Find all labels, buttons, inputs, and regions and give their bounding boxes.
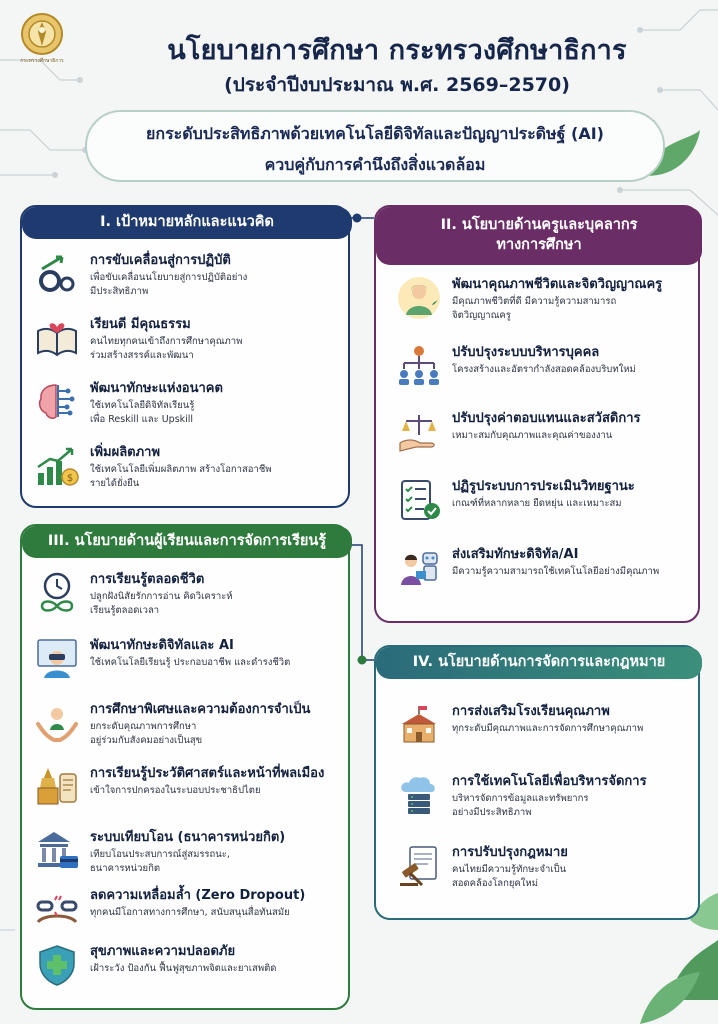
school-building-icon bbox=[396, 702, 442, 748]
svg-text:$: $ bbox=[66, 473, 74, 484]
emblem-icon bbox=[20, 12, 64, 56]
item-desc: สอดคล้องโลกยุคใหม่ bbox=[452, 877, 538, 889]
item-title: ส่งเสริมทักษะดิจิทัล/AI bbox=[452, 547, 579, 562]
clock-infinity-icon bbox=[34, 570, 80, 616]
list-item bbox=[34, 764, 324, 810]
item-desc: เทียบโอนประสบการณ์สู่สมรรถนะ, bbox=[90, 849, 230, 861]
page-subtitle: (ประจำปีงบประมาณ พ.ศ. 2569–2570) bbox=[224, 74, 570, 96]
item-desc: เหมาะสมกับคุณภาพและคุณค่าของงาน bbox=[452, 430, 613, 442]
section-management-title: IV. นโยบายด้านการจัดการและกฎหมาย bbox=[376, 647, 702, 679]
item-desc: เฝ้าระวัง ป้องกัน ฟื้นฟูสุขภาพจิตและยาเสพติด bbox=[90, 963, 277, 975]
checklist-icon bbox=[396, 477, 442, 523]
emblem-caption: กระทรวงศึกษาธิการ bbox=[20, 58, 64, 64]
section-teachers bbox=[374, 205, 700, 623]
hands-child-icon bbox=[34, 700, 80, 746]
list-item bbox=[396, 843, 568, 890]
item-desc: มีคุณภาพชีวิตที่ดี มีความรู้ความสามารถ bbox=[452, 296, 617, 308]
list-item bbox=[396, 343, 636, 389]
item-desc: ทุกคนมีโอกาสทางการศึกษา, สนับสนุนสื่อทันสมัย bbox=[90, 907, 290, 919]
item-title: การขับเคลื่อนสู่การปฏิบัติ bbox=[90, 253, 231, 268]
banner-line-1: ยกระดับประสิทธิภาพด้วยเทคโนโลยีดิจิทัลและปัญญาประดิษฐ์ (AI) bbox=[146, 124, 604, 143]
item-title: การเรียนรู้ตลอดชีวิต bbox=[90, 572, 205, 587]
growth-chart-icon bbox=[34, 443, 80, 489]
list-item bbox=[34, 315, 242, 362]
item-title: การศึกษาพิเศษและความต้องการจำเป็น bbox=[90, 702, 311, 717]
item-desc: โครงสร้างและอัตรากำลังสอดคล้องบริบทใหม่ bbox=[452, 364, 636, 376]
section-teachers-title-line2: ทางการศึกษา bbox=[496, 237, 582, 253]
list-item bbox=[34, 942, 276, 988]
cloud-server-icon bbox=[396, 772, 442, 818]
broken-chain-icon bbox=[34, 886, 80, 932]
list-item bbox=[34, 570, 233, 617]
section-teachers-title-line1: II. นโยบายด้านครูและบุคลากร bbox=[440, 217, 638, 234]
item-desc: ใช้เทคโนโลยีเพิ่มผลิตภาพ สร้างโอกาสอาชีพ bbox=[90, 464, 272, 476]
section-management bbox=[374, 645, 700, 920]
item-title: การใช้เทคโนโลยีเพื่อบริหารจัดการ bbox=[452, 774, 647, 789]
item-title: พัฒนาทักษะแห่งอนาคต bbox=[90, 381, 223, 396]
theme-banner bbox=[85, 110, 665, 182]
item-title: ระบบเทียบโอน (ธนาคารหน่วยกิต) bbox=[90, 830, 286, 845]
item-desc: คนไทยทุกคนเข้าถึงการศึกษาคุณภาพ bbox=[90, 336, 243, 348]
item-desc: ธนาคารหน่วยกิต bbox=[90, 862, 160, 874]
section-learners-title: III. นโยบายด้านผู้เรียนและการจัดการเรียนรู้ bbox=[22, 526, 352, 558]
item-title: เพิ่มผลิตภาพ bbox=[90, 445, 161, 460]
list-item bbox=[34, 828, 285, 875]
list-item bbox=[396, 702, 643, 748]
item-desc: บริหารจัดการข้อมูลและทรัพยากร bbox=[452, 793, 589, 805]
page-title: นโยบายการศึกษา กระทรวงศึกษาธิการ bbox=[167, 35, 627, 66]
item-title: ปฏิรูประบบการประเมินวิทยฐานะ bbox=[452, 479, 635, 494]
list-item bbox=[396, 772, 647, 819]
header bbox=[0, 0, 718, 195]
list-item bbox=[396, 409, 641, 455]
banner-line-2: ควบคู่กับการคำนึงถึงสิ่งแวดล้อม bbox=[264, 155, 486, 174]
section-goals bbox=[20, 205, 350, 508]
list-item bbox=[34, 886, 305, 932]
item-desc: ใช้เทคโนโลยีเรียนรู้ ประกอบอาชีพ และดำรงชีวิต bbox=[90, 657, 291, 669]
item-desc: เพื่อขับเคลื่อนนโยบายสู่การปฏิบัติอย่าง bbox=[90, 272, 248, 284]
temple-scroll-icon bbox=[34, 764, 80, 810]
list-item bbox=[396, 477, 635, 523]
list-item bbox=[34, 700, 310, 747]
item-title: การปรับปรุงกฎหมาย bbox=[452, 845, 568, 860]
item-desc: อยู่ร่วมกับสังคมอย่างเป็นสุข bbox=[90, 734, 203, 746]
book-heart-icon bbox=[34, 315, 80, 361]
item-desc: ปลูกฝังนิสัยรักการอ่าน คิดวิเคราะห์ bbox=[90, 591, 233, 603]
item-desc: ใช้เทคโนโลยีดิจิทัลเรียนรู้ bbox=[90, 400, 195, 412]
org-chart-icon bbox=[396, 343, 442, 389]
list-item bbox=[396, 545, 659, 591]
item-title: พัฒนาคุณภาพชีวิตและจิตวิญญาณครู bbox=[452, 277, 663, 292]
item-desc: ยกระดับคุณภาพการศึกษา bbox=[90, 721, 197, 733]
ministry-emblem bbox=[14, 12, 70, 70]
item-desc: รายได้ยั่งยืน bbox=[90, 477, 140, 489]
gears-arrow-icon bbox=[34, 251, 80, 297]
item-desc: มีความรู้ความสามารถใช้เทคโนโลยีอย่างมีคุณภาพ bbox=[452, 566, 660, 578]
item-title: ลดความเหลื่อมล้ำ (Zero Dropout) bbox=[90, 888, 306, 903]
list-item bbox=[396, 275, 662, 322]
gavel-document-icon bbox=[396, 843, 442, 889]
teacher-icon bbox=[396, 275, 442, 321]
item-desc: จิตวิญญาณครู bbox=[452, 309, 511, 321]
shield-cross-icon bbox=[34, 942, 80, 988]
item-title: เรียนดี มีคุณธรรม bbox=[90, 317, 191, 332]
list-item bbox=[34, 636, 290, 682]
item-desc: ร่วมสร้างสรรค์และพัฒนา bbox=[90, 349, 194, 361]
brain-circuit-icon bbox=[34, 379, 80, 425]
section-teachers-title bbox=[376, 207, 702, 265]
bank-card-icon bbox=[34, 828, 80, 874]
item-desc: คนไทยมีความรู้ทักษะจำเป็น bbox=[452, 864, 567, 876]
item-desc: เข้าใจการปกครองในระบอบประชาธิปไตย bbox=[90, 785, 261, 797]
item-desc: เรียนรู้ตลอดเวลา bbox=[90, 604, 160, 616]
teacher-robot-icon bbox=[396, 545, 442, 591]
list-item bbox=[34, 443, 272, 490]
item-title: ปรับปรุงระบบบริหารบุคคล bbox=[452, 345, 600, 360]
item-desc: เพื่อ Reskill และ Upskill bbox=[90, 413, 194, 425]
item-desc: เกณฑ์ที่หลากหลาย ยืดหยุ่น และเหมาะสม bbox=[452, 498, 622, 510]
list-item bbox=[34, 251, 247, 298]
item-desc: อย่างมีประสิทธิภาพ bbox=[452, 806, 532, 818]
vr-student-icon bbox=[34, 636, 80, 682]
item-title: พัฒนาทักษะดิจิทัลและ AI bbox=[90, 638, 234, 653]
item-title: การส่งเสริมโรงเรียนคุณภาพ bbox=[452, 704, 610, 719]
item-desc: ทุกระดับมีคุณภาพและการจัดการศึกษาคุณภาพ bbox=[452, 723, 644, 735]
section-learners bbox=[20, 524, 350, 1010]
section-goals-title: I. เป้าหมายหลักและแนวคิด bbox=[22, 207, 352, 239]
list-item bbox=[34, 379, 223, 426]
item-title: ปรับปรุงค่าตอบแทนและสวัสดิการ bbox=[452, 411, 641, 426]
item-title: สุขภาพและความปลอดภัย bbox=[90, 944, 236, 959]
hand-scale-icon bbox=[396, 409, 442, 455]
item-desc: มีประสิทธิภาพ bbox=[90, 285, 149, 297]
item-title: การเรียนรู้ประวัติศาสตร์และหน้าที่พลเมือง bbox=[90, 766, 325, 781]
